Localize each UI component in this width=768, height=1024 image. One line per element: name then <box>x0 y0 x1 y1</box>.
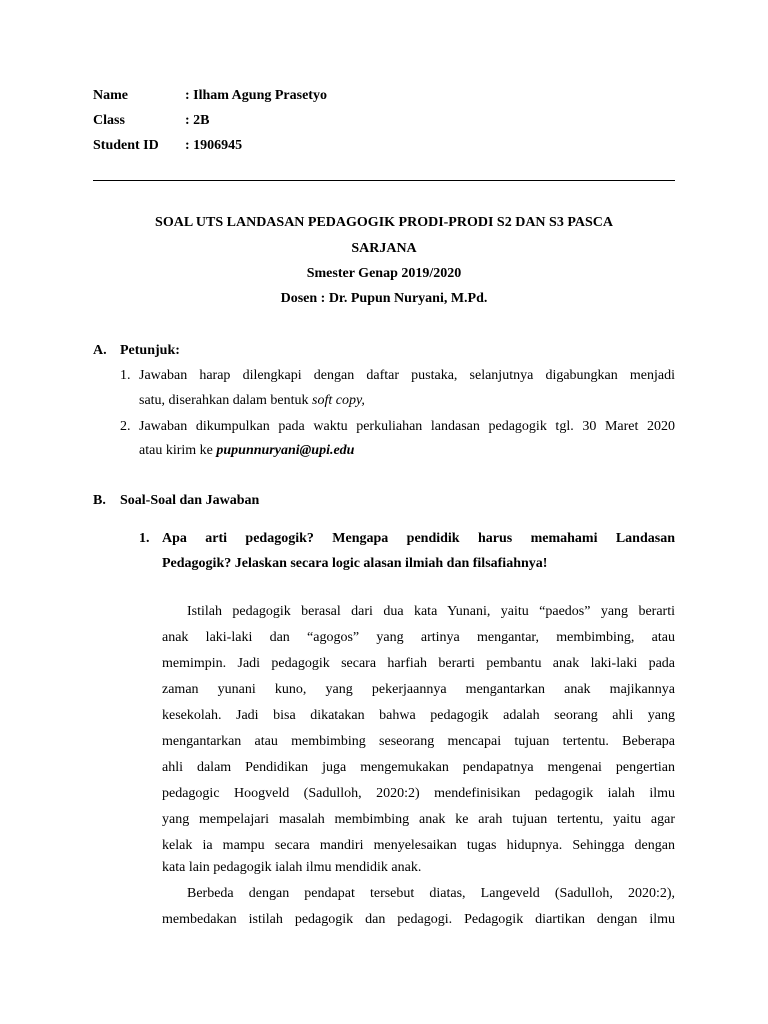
instruction-2-line-1: Jawaban dikumpulkan pada waktu perkuliahan landasan pedagogik tgl. 30 Maret 2020 <box>139 419 675 434</box>
instruction-2-number: 2. <box>120 419 131 434</box>
name-value: : Ilham Agung Prasetyo <box>185 88 327 103</box>
header-divider <box>93 180 675 181</box>
question-1-line-2: Pedagogik? Jelaskan secara logic alasan ilmiah dan filsafiahnya! <box>162 556 548 571</box>
paragraph-1-line: kesekolah. Jadi bisa dikatakan bahwa pedagogik adalah seorang ahli yang <box>162 708 675 723</box>
name-label: Name <box>93 88 128 103</box>
student-id-value: : 1906945 <box>185 138 243 153</box>
paragraph-1-line: zaman yunani kuno, yang pekerjaannya mengantarkan anak majikannya <box>162 682 675 697</box>
instruction-1-text: satu, diserahkan dalam bentuk <box>139 393 313 408</box>
instruction-1-number: 1. <box>120 368 131 383</box>
instruction-1-line-2 <box>139 393 365 409</box>
instruction-2-text: atau kirim ke <box>139 443 217 458</box>
paragraph-2-line: Berbeda dengan pendapat tersebut diatas, Langeveld (Sadulloh, 2020:2), <box>187 886 675 901</box>
question-1-line-1: Apa arti pedagogik? Mengapa pendidik harus memahami Landasan <box>162 531 675 546</box>
dosen-line: Dosen : Dr. Pupun Nuryani, M.Pd. <box>280 291 488 306</box>
paragraph-1-line: kelak ia mampu secara mandiri menyelesaikan tugas hidupnya. Sehingga dengan <box>162 838 675 853</box>
student-id-label: Student ID <box>93 138 159 153</box>
section-a-heading: Petunjuk: <box>120 343 180 358</box>
section-b-heading: Soal-Soal dan Jawaban <box>120 493 260 508</box>
instruction-2-line-2 <box>139 443 354 459</box>
paragraph-1-line: anak laki-laki dan “agogos” yang artinya mengantar, membimbing, atau <box>162 630 675 645</box>
title-line-1: SOAL UTS LANDASAN PEDAGOGIK PRODI-PRODI S2 DAN S3 PASCA <box>155 215 613 230</box>
section-b-letter: B. <box>93 493 106 508</box>
question-1-number: 1. <box>139 531 150 546</box>
paragraph-1-line: pedagogic Hoogveld (Sadulloh, 2020:2) mendefinisikan pedagogik ialah ilmu <box>162 786 675 801</box>
paragraph-1-line: memimpin. Jadi pedagogik secara harfiah berarti pembantu anak laki-laki pada <box>162 656 675 671</box>
paragraph-1-line: mengantarkan atau membimbing seseorang mencapai tujuan tertentu. Beberapa <box>162 734 675 749</box>
paragraph-2-line: membedakan istilah pedagogik dan pedagogi. Pedagogik diartikan dengan ilmu <box>162 912 675 927</box>
paragraph-1-line: kata lain pedagogik ialah ilmu mendidik anak. <box>162 860 422 875</box>
class-label: Class <box>93 113 125 128</box>
email-link[interactable]: pupunnuryani@upi.edu <box>216 443 355 458</box>
class-value: : 2B <box>185 113 210 128</box>
paragraph-1-line: yang mempelajari masalah membimbing anak ke arah tujuan tertentu, yaitu agar <box>162 812 675 827</box>
paragraph-1-line: ahli dalam Pendidikan juga mengemukakan pendapatnya mengenai pengertian <box>162 760 675 775</box>
paragraph-1-line: Istilah pedagogik berasal dari dua kata Yunani, yaitu “paedos” yang berarti <box>187 604 675 619</box>
soft-copy-emphasis: soft copy, <box>312 393 365 408</box>
semester-line: Smester Genap 2019/2020 <box>306 266 462 281</box>
instruction-1-line-1: Jawaban harap dilengkapi dengan daftar pustaka, selanjutnya digabungkan menjadi <box>139 368 675 383</box>
section-a-letter: A. <box>93 343 107 358</box>
title-line-2: SARJANA <box>351 241 417 256</box>
